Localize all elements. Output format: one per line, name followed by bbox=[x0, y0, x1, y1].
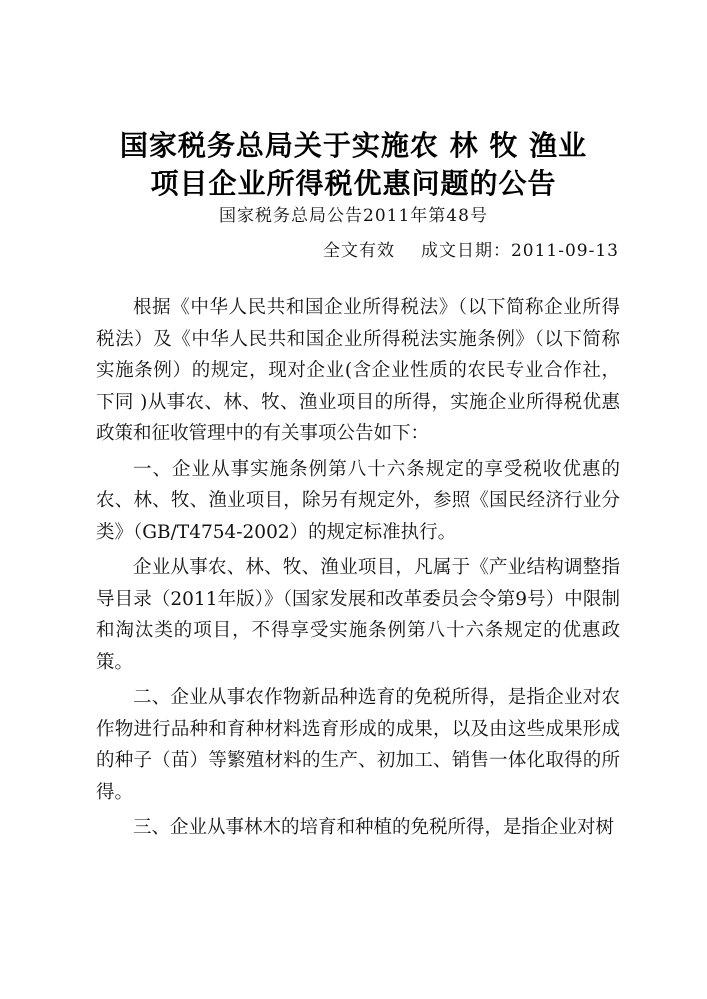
document-title-line-2: 项目企业所得税优惠问题的公告 bbox=[150, 167, 557, 200]
paragraph-intro: 根据《中华人民共和国企业所得税法》（以下简称企业所得税法）及《中华人民共和国企业所得税法实施条例》（以下简称实施条例）的规定，现对企业(含企业性质的农民专业合作社，下同 )从事农、林、牧、渔业项目的所得，实施企业所得税优惠政策和征收管理中的有关事项公告如下： bbox=[96, 297, 620, 444]
validity-status: 全文有效 bbox=[322, 241, 395, 261]
document-number: 国家税务总局公告2011年第48号 bbox=[219, 206, 488, 226]
document-title-line-1: 国家税务总局关于实施农 林 牧 渔业 bbox=[119, 129, 588, 162]
document-status-line bbox=[323, 236, 619, 261]
paragraph-item-1-note: 企业从事农、林、牧、渔业项目，凡属于《产业结构调整指导目录（2011年版）》（国家发展和改革委员会令第9号）中限制和淘汰类的项目，不得享受实施条例第八十六条规定的优惠政策。 bbox=[96, 557, 620, 673]
paragraph-item-2: 二、企业从事农作物新品种选育的免税所得，是指企业对农作物进行品种和育种材料选育形成的成果，以及由这些成果形成的种子（苗）等繁殖材料的生产、初加工、销售一体化取得的所得。 bbox=[96, 687, 620, 803]
issue-date: 2011-09-13 bbox=[510, 241, 619, 261]
paragraph-item-1: 一、企业从事实施条例第八十六条规定的享受税收优惠的农、林、牧、渔业项目，除另有规定外，参照《国民经济行业分类》（GB/T4754-2002）的规定标准执行。 bbox=[96, 458, 620, 543]
paragraph-item-3: 三、企业从事林木的培育和种植的免税所得，是指企业对树 bbox=[133, 817, 615, 838]
document-body bbox=[96, 292, 620, 844]
issue-date-label: 成文日期： bbox=[420, 241, 511, 261]
